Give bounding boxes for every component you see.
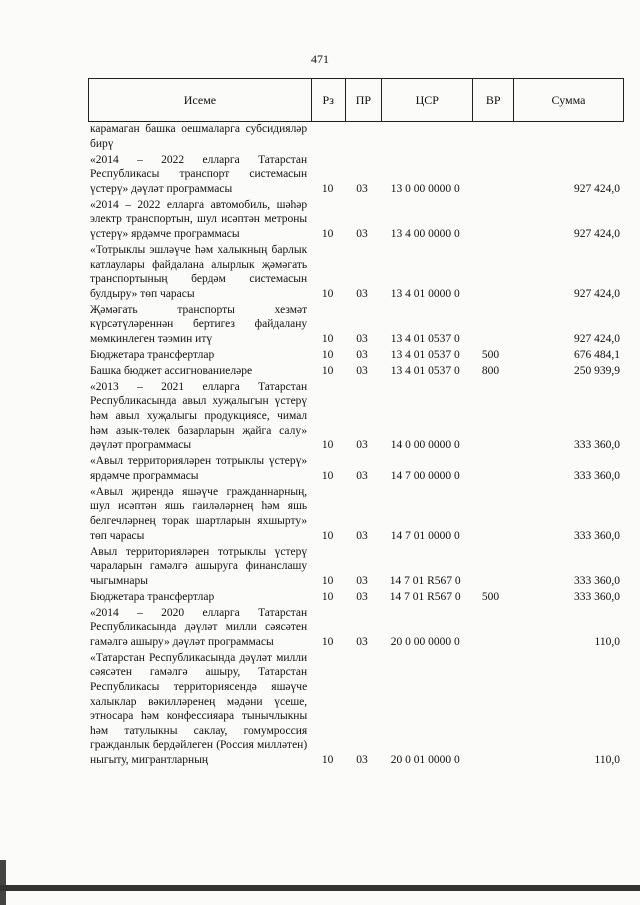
row-name: Җәмәгать транспорты хезмәт күрсәтүләреннән бертигез файдалану мөмкинлеген тәэмин итү (90, 303, 308, 345)
table-header (88, 78, 624, 122)
row-name: Бюджетара трансфертлар (90, 348, 215, 361)
row-sum: 927 424,0 (573, 287, 620, 300)
row-name: «Авыл җирендә яшәүче гражданнарның, шул исәптән яшь гаиләләрнең һәм яшь белгечләрнең торак шартларын яхшырту» төп чарасы (90, 485, 308, 542)
row-pr: 03 (356, 469, 368, 482)
row-csr: 13 4 01 0000 0 (390, 287, 460, 300)
row-pr: 03 (356, 439, 368, 452)
row-pr: 03 (356, 182, 368, 195)
row-pr: 03 (356, 332, 368, 345)
row-vr (471, 651, 511, 768)
row-vr: 500 (481, 590, 500, 603)
table-row (88, 122, 622, 151)
row-pr: 03 (356, 348, 368, 361)
row-name: Авыл территорияләрен тотрыклы үстерү чараларын гамәлгә ашыруга финанслашу чыгымнары (90, 545, 308, 587)
row-name: «Тотрыклы эшләүче һәм халыкның барлык катлаулары файдалана алырлык җәмәгать транспортының бердәм системасын булдыру» төп чарасы (90, 243, 308, 300)
table-row (88, 243, 622, 301)
row-vr (471, 380, 511, 453)
row-vr: 800 (481, 364, 500, 377)
row-csr: 14 7 01 0000 0 (390, 529, 460, 542)
table-row (88, 485, 622, 543)
row-name: «2013 – 2021 елларга Татарстан Республикасында авыл хуҗалыгын үстерү һәм авыл хуҗалыгы продукциясе, чимал һәм азык-төлек базарларын җайга салу» дәүләт программасы (90, 380, 308, 452)
row-rz: 10 (321, 439, 334, 452)
row-sum: 110,0 (594, 754, 620, 767)
row-sum: 927 424,0 (573, 182, 620, 195)
table-row (88, 380, 622, 453)
row-rz: 10 (321, 348, 334, 361)
row-name: Бюджетара трансфертлар (90, 590, 215, 603)
row-sum (510, 122, 622, 151)
row-pr: 03 (356, 635, 368, 648)
row-vr (471, 198, 511, 242)
column-header-name: Исеме (183, 92, 217, 107)
row-name: карамаган башка оешмаларга субсидияләр бирү (90, 123, 308, 150)
table-row (88, 153, 622, 197)
row-sum: 333 360,0 (573, 439, 620, 452)
row-csr: 20 0 00 0000 0 (390, 635, 460, 648)
row-vr (471, 303, 511, 347)
row-sum: 927 424,0 (573, 332, 620, 345)
row-rz: 10 (321, 182, 334, 195)
row-vr (471, 606, 511, 650)
row-rz: 10 (321, 590, 334, 603)
row-pr: 03 (356, 590, 368, 603)
row-sum: 333 360,0 (573, 590, 620, 603)
row-rz: 10 (321, 332, 334, 345)
row-rz: 10 (321, 754, 334, 767)
row-csr: 14 7 01 R567 0 (389, 590, 461, 603)
row-sum: 333 360,0 (573, 529, 620, 542)
column-header-csr: ЦСР (381, 79, 472, 121)
row-vr (471, 545, 511, 589)
row-csr: 13 4 00 0000 0 (390, 227, 460, 240)
row-pr: 03 (356, 227, 368, 240)
page-number: 471 (311, 52, 329, 66)
row-sum: 676 484,1 (573, 348, 620, 361)
row-vr (471, 454, 511, 483)
row-csr: 13 4 01 0537 0 (390, 364, 460, 377)
column-header-vr: ВР (472, 79, 513, 121)
row-sum: 250 939,9 (573, 364, 620, 377)
row-vr (471, 153, 511, 197)
scan-border (0, 885, 640, 891)
row-pr: 03 (356, 574, 368, 587)
row-rz: 10 (321, 227, 334, 240)
column-header-rz: Рз (311, 79, 345, 121)
row-csr: 14 7 01 R567 0 (389, 574, 461, 587)
scan-edge (0, 860, 6, 905)
row-name: «Татарстан Республикасында дәүләт милли сәясәтен гамәлгә ашыру, Татарстан Республикасы территориясендә яшәүче халыклар вәкилләренең мәдәни үсеше, этносара һәм конфессияара тынычлыкны һәм татулыкны саклау, гомумроссия гражданлык бердәйлеген (Россия милләтен) ныгыту, мигрантларның (90, 651, 308, 767)
row-rz (311, 122, 344, 151)
table-row (88, 454, 622, 483)
row-vr (471, 122, 511, 151)
row-rz: 10 (321, 364, 334, 377)
row-csr: 13 4 01 0537 0 (390, 332, 460, 345)
row-vr: 500 (481, 348, 500, 361)
row-vr (471, 243, 511, 301)
row-name: Башка бюджет ассигнованиеләре (90, 364, 253, 377)
row-sum: 110,0 (594, 635, 620, 648)
row-name: «2014 – 2020 елларга Татарстан Республикасында дәүләт милли сәясәтен гамәлгә ашыру» дәүләт программасы (90, 606, 308, 648)
row-pr: 03 (356, 287, 368, 300)
row-csr: 14 0 00 0000 0 (390, 439, 460, 452)
row-csr: 14 7 00 0000 0 (390, 469, 460, 482)
table-row (88, 651, 622, 768)
row-pr: 03 (356, 364, 368, 377)
row-name: «2014 – 2022 елларга автомобиль, шәһәр электр транспортын, шул исәптән метроны үстерү» ярдәмче программасы (90, 198, 308, 240)
row-rz: 10 (321, 529, 334, 542)
table-row (88, 303, 622, 347)
row-sum: 927 424,0 (573, 227, 620, 240)
row-csr (380, 122, 471, 151)
row-pr: 03 (356, 529, 368, 542)
row-rz: 10 (321, 287, 334, 300)
row-vr (471, 485, 511, 543)
row-sum: 333 360,0 (573, 469, 620, 482)
row-rz: 10 (321, 635, 334, 648)
table-row (88, 198, 622, 242)
row-pr: 03 (356, 754, 368, 767)
table-body (88, 122, 622, 769)
row-csr: 13 4 01 0537 0 (390, 348, 460, 361)
table-row (88, 590, 622, 605)
table-row (88, 545, 622, 589)
table-row (88, 606, 622, 650)
column-header-sum: Сумма (513, 79, 623, 121)
row-csr: 20 0 01 0000 0 (390, 754, 460, 767)
table-row (88, 348, 622, 363)
row-name: «2014 – 2022 елларга Татарстан Республикасы транспорт системасын үстерү» дәүләт программасы (90, 153, 308, 195)
column-header-pr: ПР (345, 79, 382, 121)
row-pr (344, 122, 380, 151)
row-csr: 13 0 00 0000 0 (390, 182, 460, 195)
row-rz: 10 (321, 574, 334, 587)
row-name: «Авыл территорияләрен тотрыклы үстерү» ярдәмче программасы (90, 455, 308, 482)
row-sum: 333 360,0 (573, 574, 620, 587)
table-row (88, 364, 622, 379)
row-rz: 10 (321, 469, 334, 482)
